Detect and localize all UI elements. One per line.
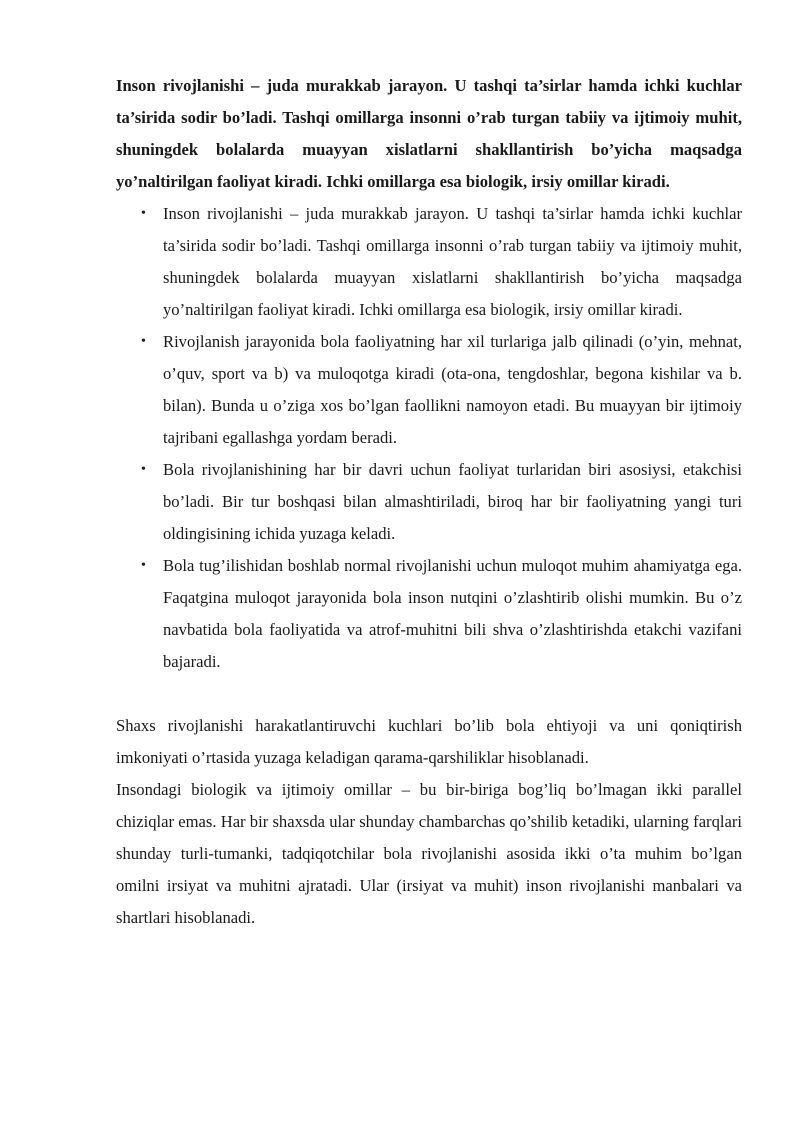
bullet-text: Bola tug’ilishidan boshlab normal rivojlanishi uchun muloqot muhim ahamiyatga ega. Faqatgina muloqot jarayonida bola inson nutqini o’zlashtirib olishi mumkin. Bu o’z navbatida bola faoliyatida va atrof-muhitni bili shva o’zlashtirishda etakchi vazifani bajaradi. [163,556,742,671]
document-body [116,70,742,934]
bullet-item [141,454,742,550]
bullet-icon: • [141,462,146,477]
bullet-item [141,326,742,454]
paragraph-biological-social: Insondagi biologik va ijtimoiy omillar – bu bir-biriga bog’liq bo’lmagan ikki parallel chiziqlar emas. Har bir shaxsda ular shunday chambarchas qo’shilib ketadiki, ularning farqlari shunday turli-tumanki, tadqiqotchilar bola rivojlanishi asosida ikki o’ta muhim bo’lgan omilni irsiyat va muhitni ajratadi. Ular (irsiyat va muhit) inson rivojlanishi manbalari va shartlari hisoblanadi. [116,780,742,927]
bullet-item [141,550,742,678]
bullet-icon: • [141,206,146,221]
bullet-list [116,198,742,678]
bullet-text: Bola rivojlanishining har bir davri uchun faoliyat turlaridan biri asosiysi, etakchisi bo’ladi. Bir tur boshqasi bilan almashtiriladi, biroq har bir faoliyatning yangi turi oldingisining ichida yuzaga keladi. [163,460,742,543]
paragraph-contradictions: Shaxs rivojlanishi harakatlantiruvchi kuchlari bo’lib bola ehtiyoji va uni qoniqtirish imkoniyati o’rtasida yuzaga keladigan qarama-qarshiliklar hisoblanadi. [116,716,742,767]
bullet-text: Inson rivojlanishi – juda murakkab jarayon. U tashqi ta’sirlar hamda ichki kuchlar ta’sirida sodir bo’ladi. Tashqi omillarga insonni o’rab turgan tabiiy va ijtimoiy muhit, shuningdek bolalarda muayyan xislatlarni shakllantirish bo’yicha maqsadga yo’naltirilgan faoliyat kiradi. Ichki omillarga esa biologik, irsiy omillar kiradi. [163,204,742,319]
paragraph-spacer [116,678,742,710]
bullet-icon: • [141,558,146,573]
intro-paragraph: Inson rivojlanishi – juda murakkab jarayon. U tashqi ta’sirlar hamda ichki kuchlar ta’sirida sodir bo’ladi. Tashqi omillarga insonni o’rab turgan tabiiy va ijtimoiy muhit, shuningdek bolalarda muayyan xislatlarni shakllantirish bo’yicha maqsadga yo’naltirilgan faoliyat kiradi. Ichki omillarga esa biologik, irsiy omillar kiradi. [116,76,742,191]
bullet-item [141,198,742,326]
bullet-text: Rivojlanish jarayonida bola faoliyatning har xil turlariga jalb qilinadi (o’yin, mehnat, o’quv, sport va b) va muloqotga kiradi (ota-ona, tengdoshlar, begona kishilar va b. bilan). Bunda u o’ziga xos bo’lgan faollikni namoyon etadi. Bu muayyan bir ijtimoiy tajribani egallashga yordam beradi. [163,332,742,447]
bullet-icon: • [141,334,146,349]
